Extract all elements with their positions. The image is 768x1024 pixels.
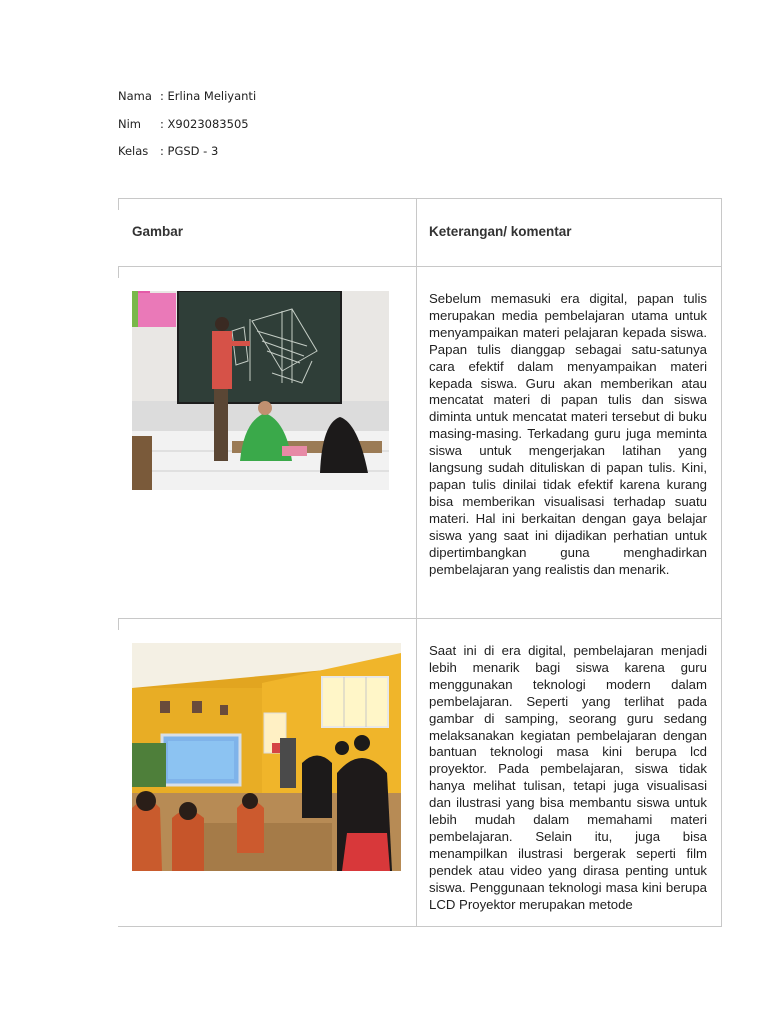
student-nim-line bbox=[118, 117, 249, 131]
table-border-left-c bbox=[118, 618, 119, 630]
table-border-row1 bbox=[118, 618, 722, 619]
kelas-value: : PGSD - 3 bbox=[160, 144, 219, 158]
nim-value: : X9023083505 bbox=[160, 117, 249, 131]
nim-label: Nim bbox=[118, 117, 141, 131]
kelas-label: Kelas bbox=[118, 144, 149, 158]
comparison-table bbox=[118, 198, 722, 927]
table-border-right bbox=[721, 198, 722, 927]
header-gambar: Gambar bbox=[132, 224, 184, 239]
chalkboard-classroom-photo bbox=[132, 291, 389, 490]
name-label: Nama bbox=[118, 89, 152, 103]
table-border-left-b bbox=[118, 266, 119, 278]
table-border-left-a bbox=[118, 198, 119, 210]
table-border-middle bbox=[416, 198, 417, 927]
header-keterangan: Keterangan/ komentar bbox=[429, 224, 572, 239]
name-value: : Erlina Meliyanti bbox=[160, 89, 257, 103]
projector-classroom-photo bbox=[132, 643, 401, 871]
table-border-top bbox=[118, 198, 722, 199]
table-border-bottom bbox=[118, 926, 722, 927]
row1-comment: Sebelum memasuki era digital, papan tulis merupakan media pembelajaran utama untuk menyampaikan materi pelajaran kepada siswa. Papan tulis dianggap sebagai satu-satunya cara efektif dalam menyampaikan materi kepada siswa. Guru akan memberikan atau mencatat materi di papan tulis dan siswa diminta untuk mencatat materi tersebut di buku masing-masing. Terkadang guru juga meminta siswa untuk mengerjakan latihan yang langsung sudah dituliskan di papan tulis. Kini, papan tulis dinilai tidak efektif karena kurang bisa memberikan visualisasi terhadap suatu materi. Hal ini berkaitan dengan gaya belajar siswa yang saat ini dijadikan perhatian untuk dipertimbangkan guna menghadirkan pembelajaran yang realistis dan menarik. bbox=[429, 291, 707, 577]
student-kelas-line bbox=[118, 144, 218, 158]
table-border-header bbox=[118, 266, 722, 267]
student-name-line bbox=[118, 89, 256, 103]
row2-comment: Saat ini di era digital, pembelajaran menjadi lebih menarik bagi siswa karena guru menggunakan teknologi modern dalam pembelajaran. Seperti yang terlihat pada gambar di samping, seorang guru sedang melaksanakan kegiatan pembelajaran dengan bantuan teknologi masa kini berupa lcd proyektor. Pada pembelajaran, siswa tidak hanya melihat tulisan, tetapi juga visualisasi dan ilustrasi yang bisa membantu siswa untuk lebih mudah dalam memahami materi pembelajaran. Selain itu, juga bisa menampilkan ilustrasi bergerak seperti film pendek atau video yang dirasa penting untuk siswa. Penggunaan teknologi masa kini berupa LCD Proyektor merupakan metode bbox=[429, 643, 707, 912]
